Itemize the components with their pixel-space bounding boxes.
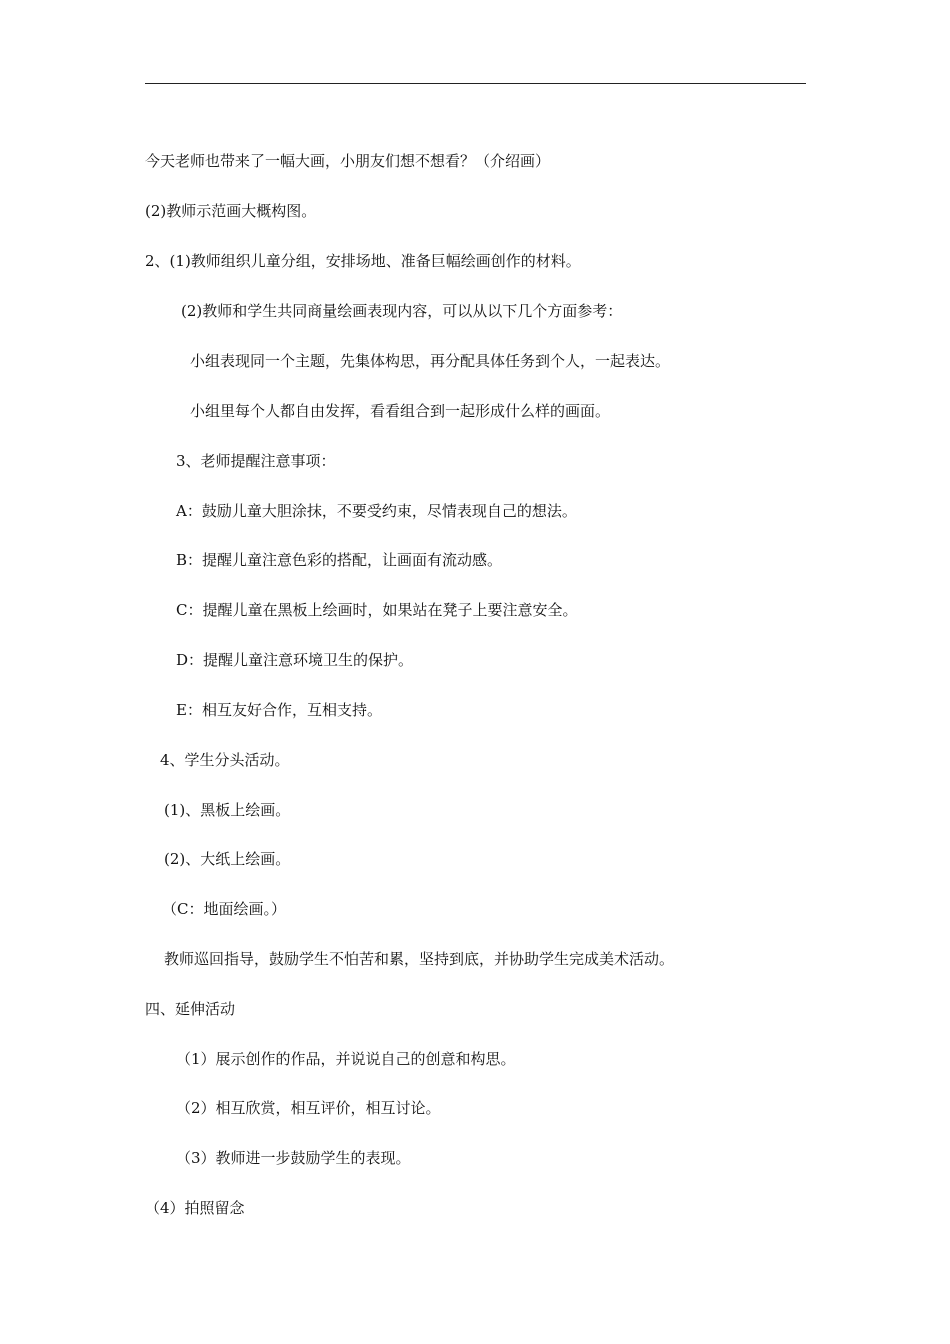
header-rule xyxy=(145,83,806,84)
text-line: E：相互友好合作，互相支持。 xyxy=(176,701,382,719)
text-line: (2)教师示范画大概构图。 xyxy=(145,202,317,220)
text-line: 教师巡回指导，鼓励学生不怕苦和累，坚持到底，并协助学生完成美术活动。 xyxy=(164,950,675,968)
text-line: C：提醒儿童在黑板上绘画时，如果站在凳子上要注意安全。 xyxy=(176,601,578,619)
text-line: B：提醒儿童注意色彩的搭配，让画面有流动感。 xyxy=(176,551,503,569)
text-line: （C：地面绘画。） xyxy=(162,900,286,918)
text-line: 今天老师也带来了一幅大画，小朋友们想不想看？（介绍画） xyxy=(145,152,551,170)
text-line: 2、(1)教师组织儿童分组，安排场地、准备巨幅绘画创作的材料。 xyxy=(145,252,581,270)
text-line: 四、延伸活动 xyxy=(145,1000,236,1018)
text-line: (1)、黑板上绘画。 xyxy=(164,801,291,819)
text-line: A：鼓励儿童大胆涂抹，不要受约束，尽情表现自己的想法。 xyxy=(176,502,577,520)
text-line: 小组里每个人都自由发挥，看看组合到一起形成什么样的画面。 xyxy=(190,402,611,420)
text-line: 3、老师提醒注意事项： xyxy=(176,452,336,470)
text-line: （3）教师进一步鼓励学生的表现。 xyxy=(176,1149,411,1167)
text-line: 小组表现同一个主题，先集体构思，再分配具体任务到个人，一起表达。 xyxy=(190,352,671,370)
text-line: 4、学生分头活动。 xyxy=(160,751,290,769)
text-line: （4）拍照留念 xyxy=(145,1199,245,1217)
text-line: （1）展示创作的作品，并说说自己的创意和构思。 xyxy=(176,1050,516,1068)
text-line: (2)教师和学生共同商量绘画表现内容，可以从以下几个方面参考： xyxy=(181,302,623,320)
text-line: （2）相互欣赏，相互评价，相互讨论。 xyxy=(176,1099,441,1117)
text-line: D：提醒儿童注意环境卫生的保护。 xyxy=(176,651,414,669)
text-line: (2)、大纸上绘画。 xyxy=(164,850,291,868)
